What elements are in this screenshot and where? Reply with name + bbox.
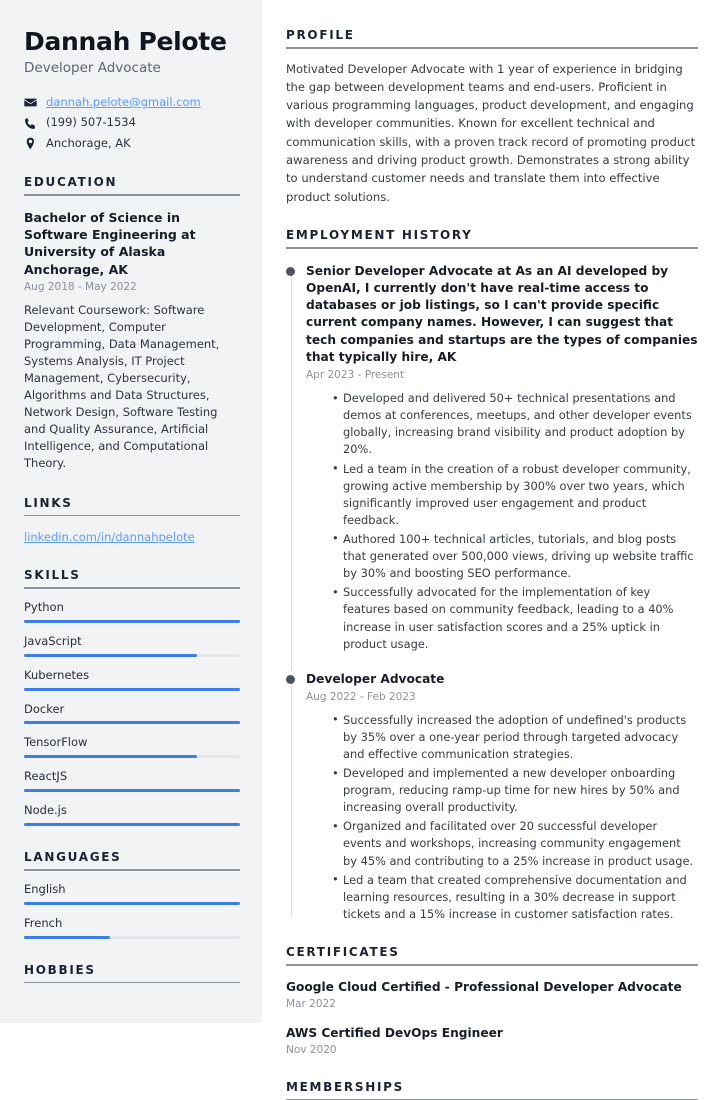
section-hobbies bbox=[24, 963, 240, 984]
skill-bar-fill bbox=[24, 620, 240, 623]
employment-bullet: • Developed and implemented a new developer onboarding program, reducing ramp-up time for new hires by 50% and increasing overall productivity. bbox=[332, 765, 698, 816]
employment-bullet: • Authored 100+ technical articles, tutorials, and blog posts that generated over 500,000 views, driving up website traffic by 30% and boosting SEO performance. bbox=[332, 531, 698, 582]
skill-bar-fill bbox=[24, 755, 197, 758]
language-label: English bbox=[24, 881, 66, 896]
skill-label: Kubernetes bbox=[24, 667, 90, 682]
certificate-item bbox=[286, 979, 698, 1012]
section-education bbox=[24, 175, 240, 471]
section-education-heading: EDUCATION bbox=[24, 175, 118, 190]
skill-item bbox=[24, 668, 240, 691]
divider bbox=[24, 869, 240, 871]
divider bbox=[286, 247, 698, 249]
skill-label: ReactJS bbox=[24, 769, 68, 784]
skill-label: TensorFlow bbox=[24, 735, 88, 750]
section-certificates bbox=[286, 945, 698, 1058]
certificate-item bbox=[286, 1025, 698, 1058]
contact-list bbox=[24, 95, 240, 152]
education-degree: Bachelor of Science in Software Engineering at University of Alaska Anchorage, AK bbox=[24, 209, 196, 277]
education-description: Relevant Coursework: Software Development, Computer Programming, Data Management, Systems Analysis, IT Project Management, Cybersecurity, Algorithms and Data Structures, Network Design, Software Testing and Quality Assurance, Artificial Intelligence, and Computational Theory. bbox=[24, 302, 220, 470]
section-languages bbox=[24, 850, 240, 938]
section-profile bbox=[286, 28, 698, 206]
language-bar-fill bbox=[24, 902, 240, 905]
section-certificates-heading: CERTIFICATES bbox=[286, 945, 400, 960]
section-languages-heading: LANGUAGES bbox=[24, 850, 122, 865]
sidebar bbox=[0, 0, 262, 1023]
skill-item bbox=[24, 803, 240, 826]
phone-icon bbox=[24, 117, 37, 130]
skill-bar-fill bbox=[24, 688, 240, 691]
divider bbox=[24, 587, 240, 589]
employment-dates: Apr 2023 - Present bbox=[306, 369, 405, 382]
profile-text: Motivated Developer Advocate with 1 year of experience in bridging the gap between development teams and end-users. Proficient in various programming languages, product development, and engaging with developer communities. Known for excellent technical and communication skills, with a proven track record of promoting product awareness and driving product growth. Demonstrates a strong ability to understand customer needs and translate them into effective product solutions. bbox=[286, 61, 696, 204]
divider bbox=[286, 47, 698, 49]
employment-entry bbox=[286, 263, 698, 671]
linkedin-link[interactable]: linkedin.com/in/dannahpelote bbox=[24, 530, 195, 545]
skill-bar-track bbox=[24, 823, 240, 826]
employment-entry bbox=[286, 671, 698, 923]
employment-bullet: • Developed and delivered 50+ technical presentations and demos at conferences, meetups, and other developer events globally, increasing brand visibility and product adoption by 20%. bbox=[332, 390, 698, 458]
skill-bar-fill bbox=[24, 789, 240, 792]
skill-item bbox=[24, 600, 240, 623]
certificate-title: AWS Certified DevOps Engineer bbox=[286, 1025, 503, 1040]
contact-phone bbox=[24, 115, 240, 131]
employment-bullet: • Led a team that created comprehensive documentation and learning resources, resulting in a 30% decrease in support tickets and a 15% increase in customer satisfaction rates. bbox=[332, 872, 698, 923]
employment-bullet: • Organized and facilitated over 20 successful developer events and workshops, increasing community engagement by 45% and contributing to a 25% increase in product usage. bbox=[332, 818, 698, 869]
employment-timeline bbox=[286, 263, 698, 924]
contact-phone-text: (199) 507-1534 bbox=[46, 115, 136, 130]
skill-item bbox=[24, 769, 240, 792]
skill-bar-track bbox=[24, 688, 240, 691]
section-links-heading: LINKS bbox=[24, 495, 73, 510]
contact-location bbox=[24, 136, 240, 152]
employment-bullet: • Successfully increased the adoption of undefined's products by 35% over a one-year period through targeted advocacy and effective communication strategies. bbox=[332, 712, 698, 763]
main-content bbox=[262, 0, 724, 1094]
language-bar-track bbox=[24, 936, 240, 939]
contact-email[interactable] bbox=[24, 95, 240, 111]
contact-location-text: Anchorage, AK bbox=[46, 135, 131, 150]
skill-bar-fill bbox=[24, 721, 240, 724]
divider bbox=[24, 194, 240, 196]
section-skills bbox=[24, 568, 240, 826]
section-employment-heading: EMPLOYMENT HISTORY bbox=[286, 228, 473, 242]
skill-item bbox=[24, 702, 240, 725]
education-dates: Aug 2018 - May 2022 bbox=[24, 280, 137, 293]
skill-label: Docker bbox=[24, 701, 65, 716]
skill-bar-track bbox=[24, 789, 240, 792]
divider bbox=[24, 982, 240, 984]
timeline-dot bbox=[286, 267, 295, 276]
language-bar-fill bbox=[24, 936, 110, 939]
divider bbox=[286, 964, 698, 966]
language-item bbox=[24, 916, 240, 939]
skill-bar-fill bbox=[24, 654, 197, 657]
skill-bar-track bbox=[24, 620, 240, 623]
employment-bullet: • Successfully advocated for the implementation of key features based on community feedback, leading to a 40% increase in user satisfaction scores and a 25% uptick in product usage. bbox=[332, 584, 698, 652]
section-memberships bbox=[286, 1080, 698, 1100]
certificate-date: Mar 2022 bbox=[286, 998, 336, 1010]
skill-bar-track bbox=[24, 721, 240, 724]
language-bar-track bbox=[24, 902, 240, 905]
section-skills-heading: SKILLS bbox=[24, 568, 81, 583]
employment-title: Senior Developer Advocate at As an AI developed by OpenAI, I currently don't have real-time access to databases or job listings, so I can't provide specific current company names. However, I can suggest that tech companies and startups are the types of companies that typically hire, AK bbox=[306, 263, 698, 365]
section-employment bbox=[286, 228, 698, 923]
language-item bbox=[24, 882, 240, 905]
location-pin-icon bbox=[24, 137, 37, 150]
section-profile-heading: PROFILE bbox=[286, 28, 355, 42]
contact-email-text[interactable]: dannah.pelote@gmail.com bbox=[46, 94, 201, 109]
certificate-date: Nov 2020 bbox=[286, 1044, 337, 1057]
divider bbox=[24, 515, 240, 517]
skill-item bbox=[24, 735, 240, 758]
skill-bar-track bbox=[24, 654, 240, 657]
skill-bar-fill bbox=[24, 823, 240, 826]
section-links bbox=[24, 496, 240, 545]
employment-bullets bbox=[306, 712, 698, 923]
link-item[interactable] bbox=[24, 530, 240, 544]
certificate-title: Google Cloud Certified - Professional Developer Advocate bbox=[286, 979, 682, 994]
skill-item bbox=[24, 634, 240, 657]
skill-bar-track bbox=[24, 755, 240, 758]
section-hobbies-heading: HOBBIES bbox=[24, 962, 96, 977]
timeline-line bbox=[291, 677, 292, 917]
language-label: French bbox=[24, 915, 63, 930]
employment-bullets bbox=[306, 390, 698, 653]
skill-label: JavaScript bbox=[24, 633, 82, 648]
candidate-job-title: Developer Advocate bbox=[24, 60, 161, 76]
candidate-name: Dannah Pelote bbox=[24, 27, 227, 56]
section-memberships-heading: MEMBERSHIPS bbox=[286, 1079, 404, 1094]
skill-label: Python bbox=[24, 599, 64, 614]
employment-dates: Aug 2022 - Feb 2023 bbox=[306, 691, 416, 704]
envelope-icon bbox=[24, 96, 37, 109]
timeline-line bbox=[291, 269, 292, 671]
skill-label: Node.js bbox=[24, 803, 67, 818]
employment-bullet: • Led a team in the creation of a robust developer community, growing active membership by 300% over two years, which significantly improved user engagement and product feedback. bbox=[332, 461, 698, 529]
timeline-dot bbox=[286, 675, 295, 684]
employment-title: Developer Advocate bbox=[306, 671, 445, 686]
